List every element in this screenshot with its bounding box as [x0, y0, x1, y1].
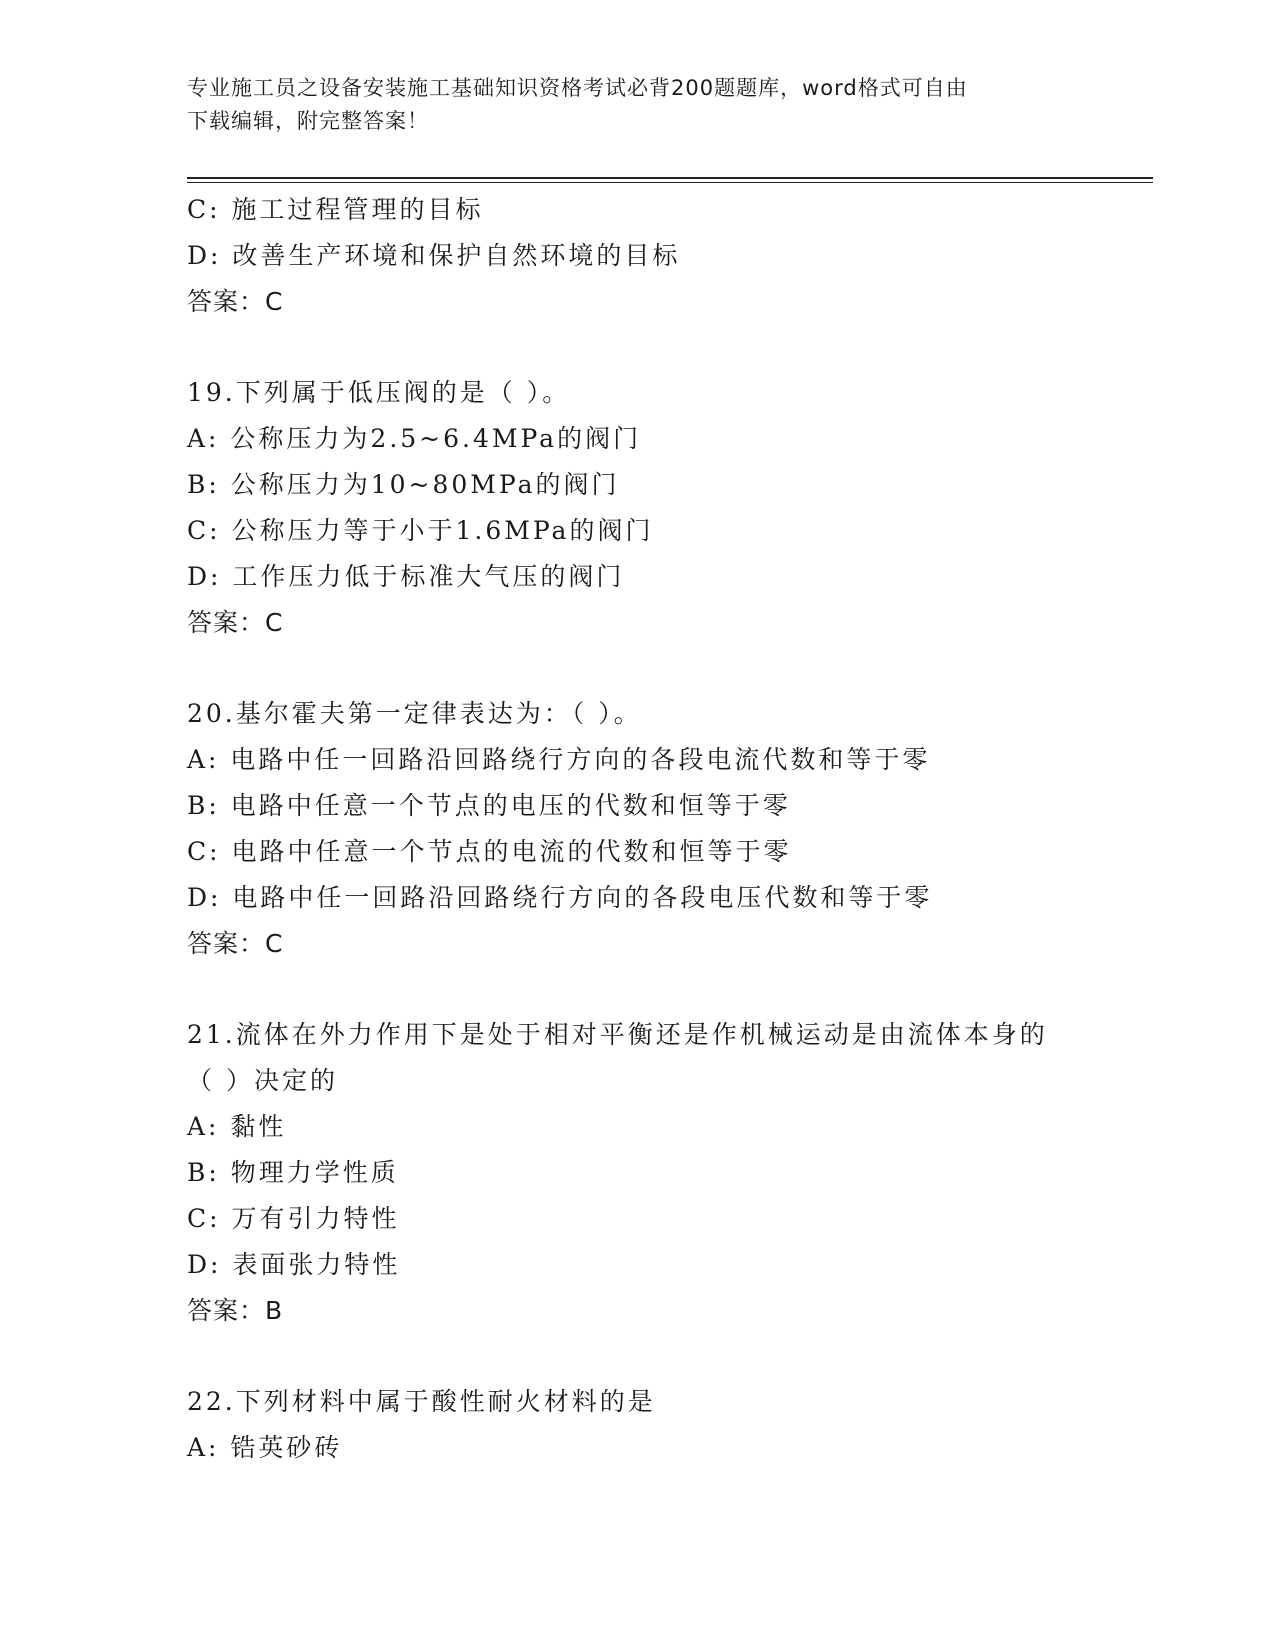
option-c: C: 公称压力等于小于1.6MPa的阀门 [187, 516, 654, 545]
option-a: A: 公称压力为2.5~6.4MPa的阀门 [187, 424, 642, 453]
option-a: A: 电路中任一回路沿回路绕行方向的各段电流代数和等于零 [187, 745, 931, 774]
question-stem-line-1: 21.流体在外力作用下是处于相对平衡还是作机械运动是由流体本身的 [187, 1020, 1048, 1049]
header-divider-thick [187, 177, 1153, 179]
question-block-20 [187, 691, 1087, 967]
header-title-line-1: 专业施工员之设备安装施工基础知识资格考试必背200题题库，word格式可自由 [187, 76, 968, 100]
header-title-line-2: 下载编辑，附完整答案！ [187, 109, 429, 133]
header-divider-thin [187, 182, 1153, 183]
question-list [187, 187, 1087, 1471]
question-stem: 19.下列属于低压阀的是（ ）。 [187, 378, 571, 407]
question-block-19 [187, 370, 1087, 646]
question-stem: 22.下列材料中属于酸性耐火材料的是 [187, 1387, 656, 1416]
question-block-22 [187, 1379, 1087, 1471]
question-stem: 20.基尔霍夫第一定律表达为：（ ）。 [187, 699, 642, 728]
spacer [187, 325, 1087, 370]
document-header [187, 72, 1067, 138]
answer: 答案：B [187, 1296, 284, 1325]
option-d: D: 改善生产环境和保护自然环境的目标 [187, 241, 681, 270]
option-c: C: 万有引力特性 [187, 1204, 400, 1233]
option-a: A: 锆英砂砖 [187, 1433, 343, 1462]
question-stem-line-2: （ ）决定的 [187, 1066, 338, 1095]
spacer [187, 1334, 1087, 1379]
option-b: B: 公称压力为10~80MPa的阀门 [187, 470, 620, 499]
option-b: B: 电路中任意一个节点的电压的代数和恒等于零 [187, 791, 791, 820]
option-d: D: 工作压力低于标准大气压的阀门 [187, 562, 625, 591]
question-block-21 [187, 1012, 1087, 1334]
question-block-18 [187, 187, 1087, 325]
answer: 答案：C [187, 929, 284, 958]
option-a: A: 黏性 [187, 1112, 287, 1141]
spacer [187, 967, 1087, 1012]
spacer [187, 646, 1087, 691]
option-b: B: 物理力学性质 [187, 1158, 399, 1187]
option-c: C: 电路中任意一个节点的电流的代数和恒等于零 [187, 837, 792, 866]
option-c: C: 施工过程管理的目标 [187, 195, 484, 224]
option-d: D: 表面张力特性 [187, 1250, 401, 1279]
answer: 答案：C [187, 287, 284, 316]
answer: 答案：C [187, 608, 284, 637]
option-d: D: 电路中任一回路沿回路绕行方向的各段电压代数和等于零 [187, 883, 933, 912]
